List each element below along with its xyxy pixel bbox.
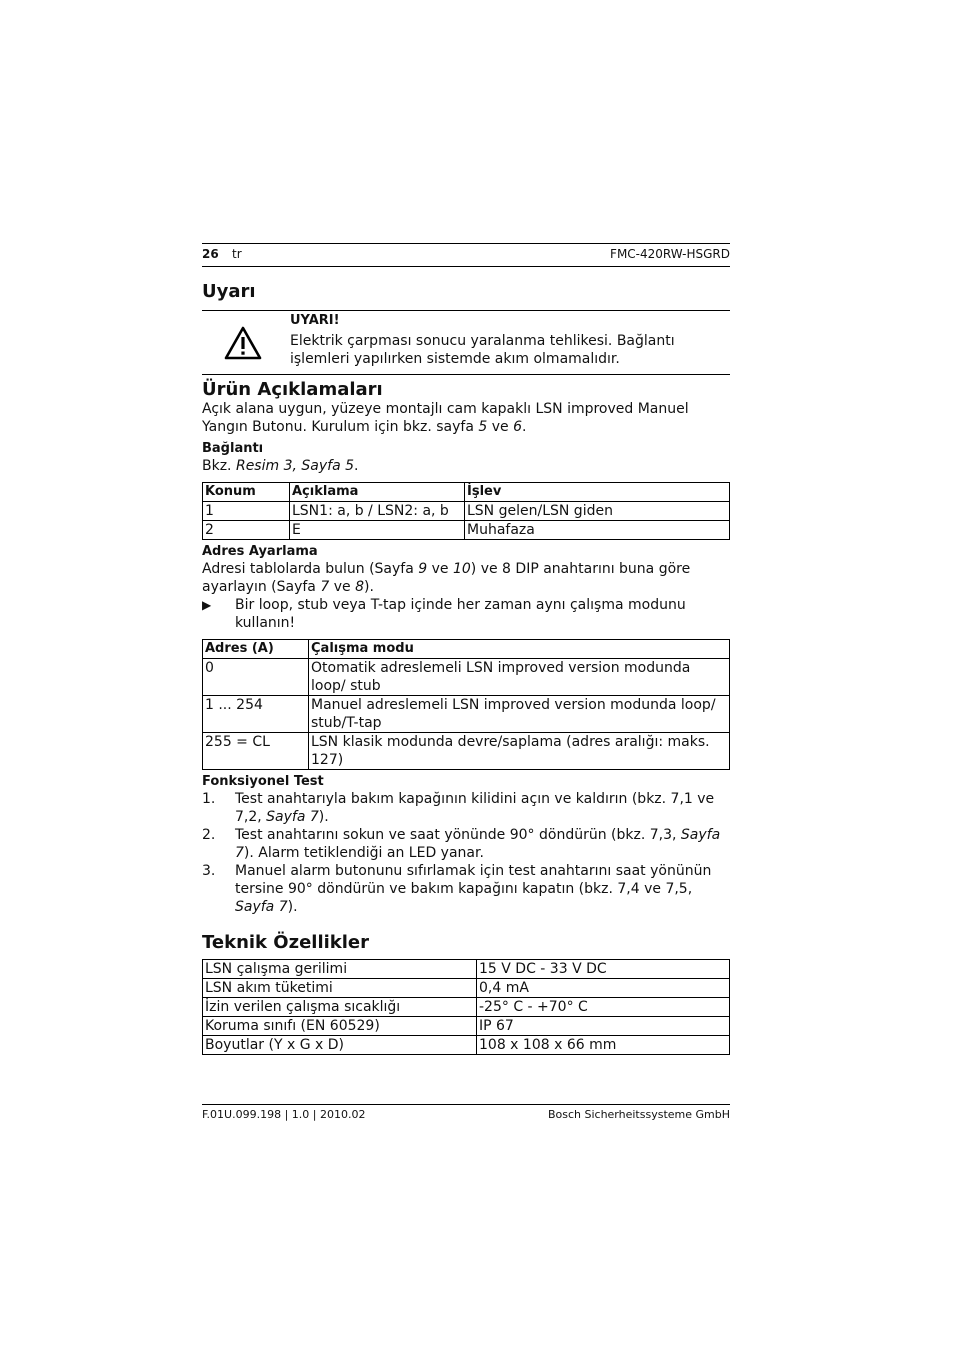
- table-cell: Otomatik adreslemeli LSN improved version modunda loop/ stub: [309, 659, 730, 696]
- warning-text: Elektrik çarpması sonucu yaralanma tehlikesi. Bağlantı işlemleri yapılırken sistemde akım olmamalıdır.: [290, 333, 675, 367]
- table-row: [203, 733, 730, 770]
- table-header-row: [203, 483, 730, 502]
- warning-box: [202, 310, 730, 375]
- table-cell: 15 V DC - 33 V DC: [477, 960, 730, 979]
- warning-heading: Uyarı: [202, 281, 256, 302]
- column-header: Adres (A): [203, 640, 309, 659]
- warning-triangle-icon: [224, 326, 262, 360]
- table-cell: 1 ... 254: [203, 696, 309, 733]
- address-bullet: [202, 596, 730, 632]
- company-name: Bosch Sicherheitssysteme GmbH: [547, 1108, 730, 1121]
- table-cell: 108 x 108 x 66 mm: [477, 1036, 730, 1055]
- arrow-bullet-icon: ▶: [202, 598, 212, 612]
- bullet-text: Bir loop, stub veya T-tap içinde her zaman aynı çalışma modunu kullanın!: [235, 597, 686, 631]
- column-header: İşlev: [465, 483, 730, 502]
- table-cell: E: [290, 521, 465, 540]
- table-cell: 0: [203, 659, 309, 696]
- table-cell: Muhafaza: [465, 521, 730, 540]
- list-item: 2. Test anahtarını sokun ve saat yönünde 90° döndürün (bkz. 7,3, Sayfa 7). Alarm tetiklendiği an LED yanar.: [202, 827, 721, 861]
- table-cell: Boyutlar (Y x G x D): [203, 1036, 477, 1055]
- table-row: [203, 1036, 730, 1055]
- table-row: [203, 696, 730, 733]
- technical-table: [202, 959, 730, 1055]
- table-row: [203, 960, 730, 979]
- product-intro: Açık alana uygun, yüzeye montajlı cam kapaklı LSN improved Manuel Yangın Butonu. Kurulum için bkz. sayfa 5 ve 6.: [202, 401, 689, 435]
- address-heading: Adres Ayarlama: [202, 544, 318, 559]
- page-header: [202, 243, 730, 267]
- connection-reference: Bkz. Resim 3, Sayfa 5.: [202, 458, 359, 474]
- table-row: [203, 979, 730, 998]
- table-cell: LSN klasik modunda devre/saplama (adres aralığı: maks. 127): [309, 733, 730, 770]
- table-cell: Manuel adreslemeli LSN improved version modunda loop/ stub/T-tap: [309, 696, 730, 733]
- column-header: Açıklama: [290, 483, 465, 502]
- table-cell: 255 = CL: [203, 733, 309, 770]
- table-cell: -25° C - +70° C: [477, 998, 730, 1017]
- connection-table: [202, 482, 730, 540]
- column-header: Çalışma modu: [309, 640, 730, 659]
- table-cell: LSN çalışma gerilimi: [203, 960, 477, 979]
- list-item: 1. Test anahtarıyla bakım kapağının kilidini açın ve kaldırın (bkz. 7,1 ve 7,2, Sayfa 7).: [202, 791, 715, 825]
- page-number: 26: [202, 247, 219, 261]
- table-cell: İzin verilen çalışma sıcaklığı: [203, 998, 477, 1017]
- table-cell: LSN akım tüketimi: [203, 979, 477, 998]
- table-cell: LSN1: a, b / LSN2: a, b: [290, 502, 465, 521]
- table-row: [203, 1017, 730, 1036]
- model-name: FMC-420RW-HSGRD: [610, 247, 730, 261]
- address-table: [202, 639, 730, 770]
- function-test-steps: [202, 790, 730, 916]
- table-cell: 1: [203, 502, 290, 521]
- connection-heading: Bağlantı: [202, 441, 264, 456]
- table-row: [203, 521, 730, 540]
- table-cell: IP 67: [477, 1017, 730, 1036]
- product-heading: Ürün Açıklamaları: [202, 379, 383, 400]
- language-code: tr: [232, 247, 242, 261]
- page-footer: [202, 1104, 730, 1121]
- table-row: [203, 659, 730, 696]
- table-cell: Koruma sınıfı (EN 60529): [203, 1017, 477, 1036]
- page-content: [202, 243, 730, 1055]
- table-cell: LSN gelen/LSN giden: [465, 502, 730, 521]
- table-row: [203, 998, 730, 1017]
- table-row: [203, 502, 730, 521]
- document-number: F.01U.099.198 | 1.0 | 2010.02: [202, 1108, 366, 1121]
- list-item: 3. Manuel alarm butonunu sıfırlamak için test anahtarını saat yönünün tersine 90° döndürün ve bakım kapağını kapatın (bkz. 7,4 ve 7,5, Sayfa 7).: [202, 863, 712, 915]
- table-cell: 0,4 mA: [477, 979, 730, 998]
- warning-title: UYARI!: [290, 313, 340, 328]
- address-text: Adresi tablolarda bulun (Sayfa 9 ve 10) ve 8 DIP anahtarını buna göre ayarlayın (Sayfa 7 ve 8).: [202, 561, 691, 595]
- technical-heading: Teknik Özellikler: [202, 932, 370, 953]
- column-header: Konum: [203, 483, 290, 502]
- table-cell: 2: [203, 521, 290, 540]
- table-header-row: [203, 640, 730, 659]
- function-test-heading: Fonksiyonel Test: [202, 774, 324, 789]
